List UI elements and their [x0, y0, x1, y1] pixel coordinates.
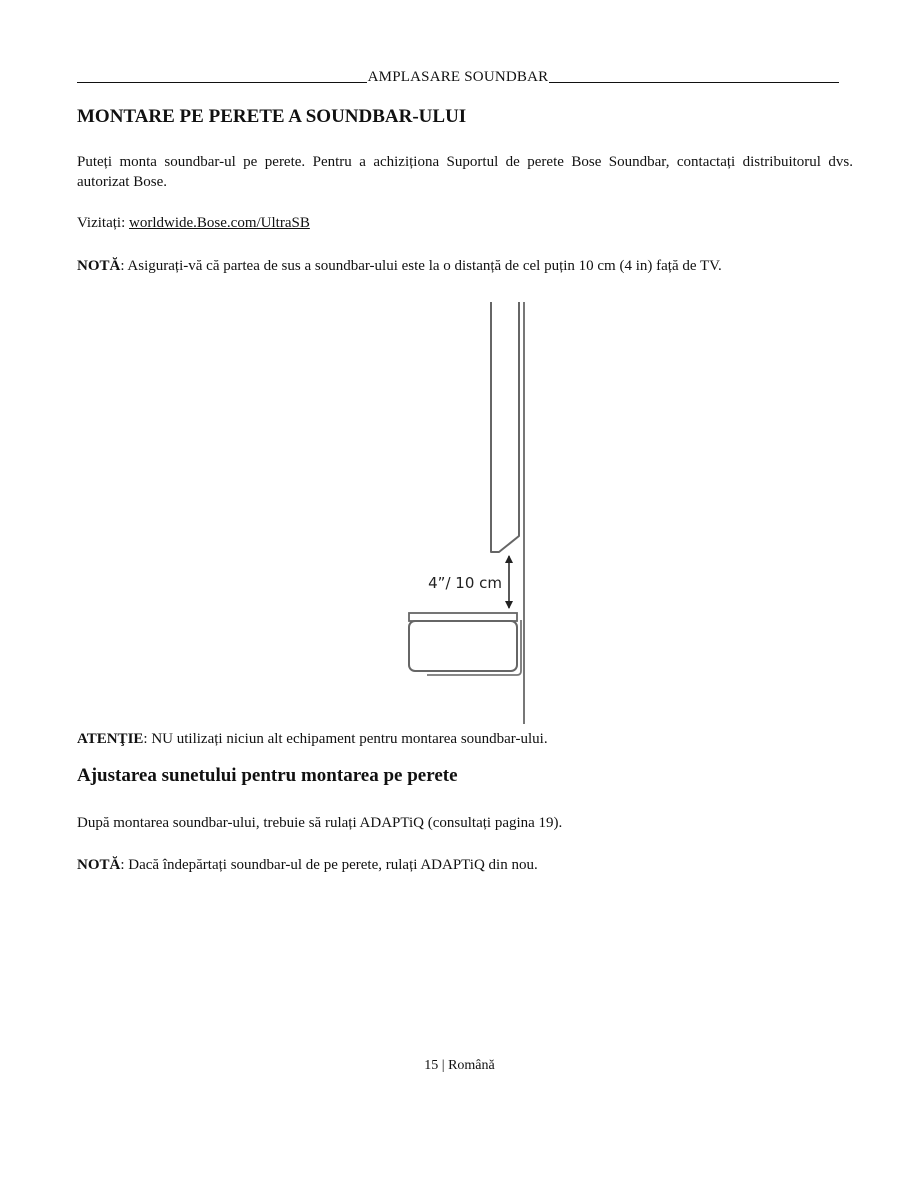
note2-paragraph: [77, 855, 853, 875]
footer-separator: |: [438, 1058, 449, 1073]
note-text: : Asigurați-vă că partea de sus a soundbar-ului este la o distanță de cel puțin 10 cm (4 in) față de TV.: [120, 258, 722, 274]
note2-text: : Dacă îndepărtați soundbar-ul de pe perete, rulați ADAPTiQ din nou.: [120, 857, 538, 873]
intro-paragraph: Puteți monta soundbar-ul pe perete. Pentru a achiziționa Suportul de perete Bose Soundbar, contactați distribuitorul dvs. autorizat Bose.: [77, 154, 853, 190]
soundbar-body: [409, 621, 517, 671]
running-header: [77, 66, 839, 86]
page-number: 15: [424, 1058, 439, 1073]
tv-profile: [491, 302, 519, 552]
arrow-down-icon: [505, 601, 513, 609]
visit-paragraph: [77, 213, 853, 233]
website-link[interactable]: worldwide.Bose.com/UltraSB: [129, 215, 310, 231]
header-rule-left: [77, 82, 367, 83]
attention-text: : NU utilizați niciun alt echipament pentru montarea soundbar-ului.: [143, 731, 548, 747]
attention-label: ATENŢIE: [77, 731, 144, 747]
visit-label: Vizitați:: [77, 215, 130, 231]
note-paragraph: [77, 256, 853, 276]
subsection-title: Ajustarea sunetului pentru montarea pe perete: [77, 765, 458, 786]
dimension-label: 4”/ 10 cm: [428, 574, 502, 592]
wall-mount-illustration: [395, 300, 535, 730]
page-footer: [0, 1058, 919, 1074]
adjust-paragraph: După montarea soundbar-ului, trebuie să rulați ADAPTiQ (consultați pagina 19).: [77, 815, 563, 831]
footer-language: Română: [448, 1058, 495, 1073]
soundbar-top: [409, 613, 517, 621]
arrow-up-icon: [505, 555, 513, 563]
note2-label: NOTĂ: [77, 857, 121, 873]
note-label: NOTĂ: [77, 258, 121, 274]
section-title: MONTARE PE PERETE A SOUNDBAR-ULUI: [77, 106, 467, 127]
attention-paragraph: [77, 729, 853, 749]
header-title: AMPLASARE SOUNDBAR: [367, 69, 549, 85]
header-rule-right: [549, 82, 839, 83]
